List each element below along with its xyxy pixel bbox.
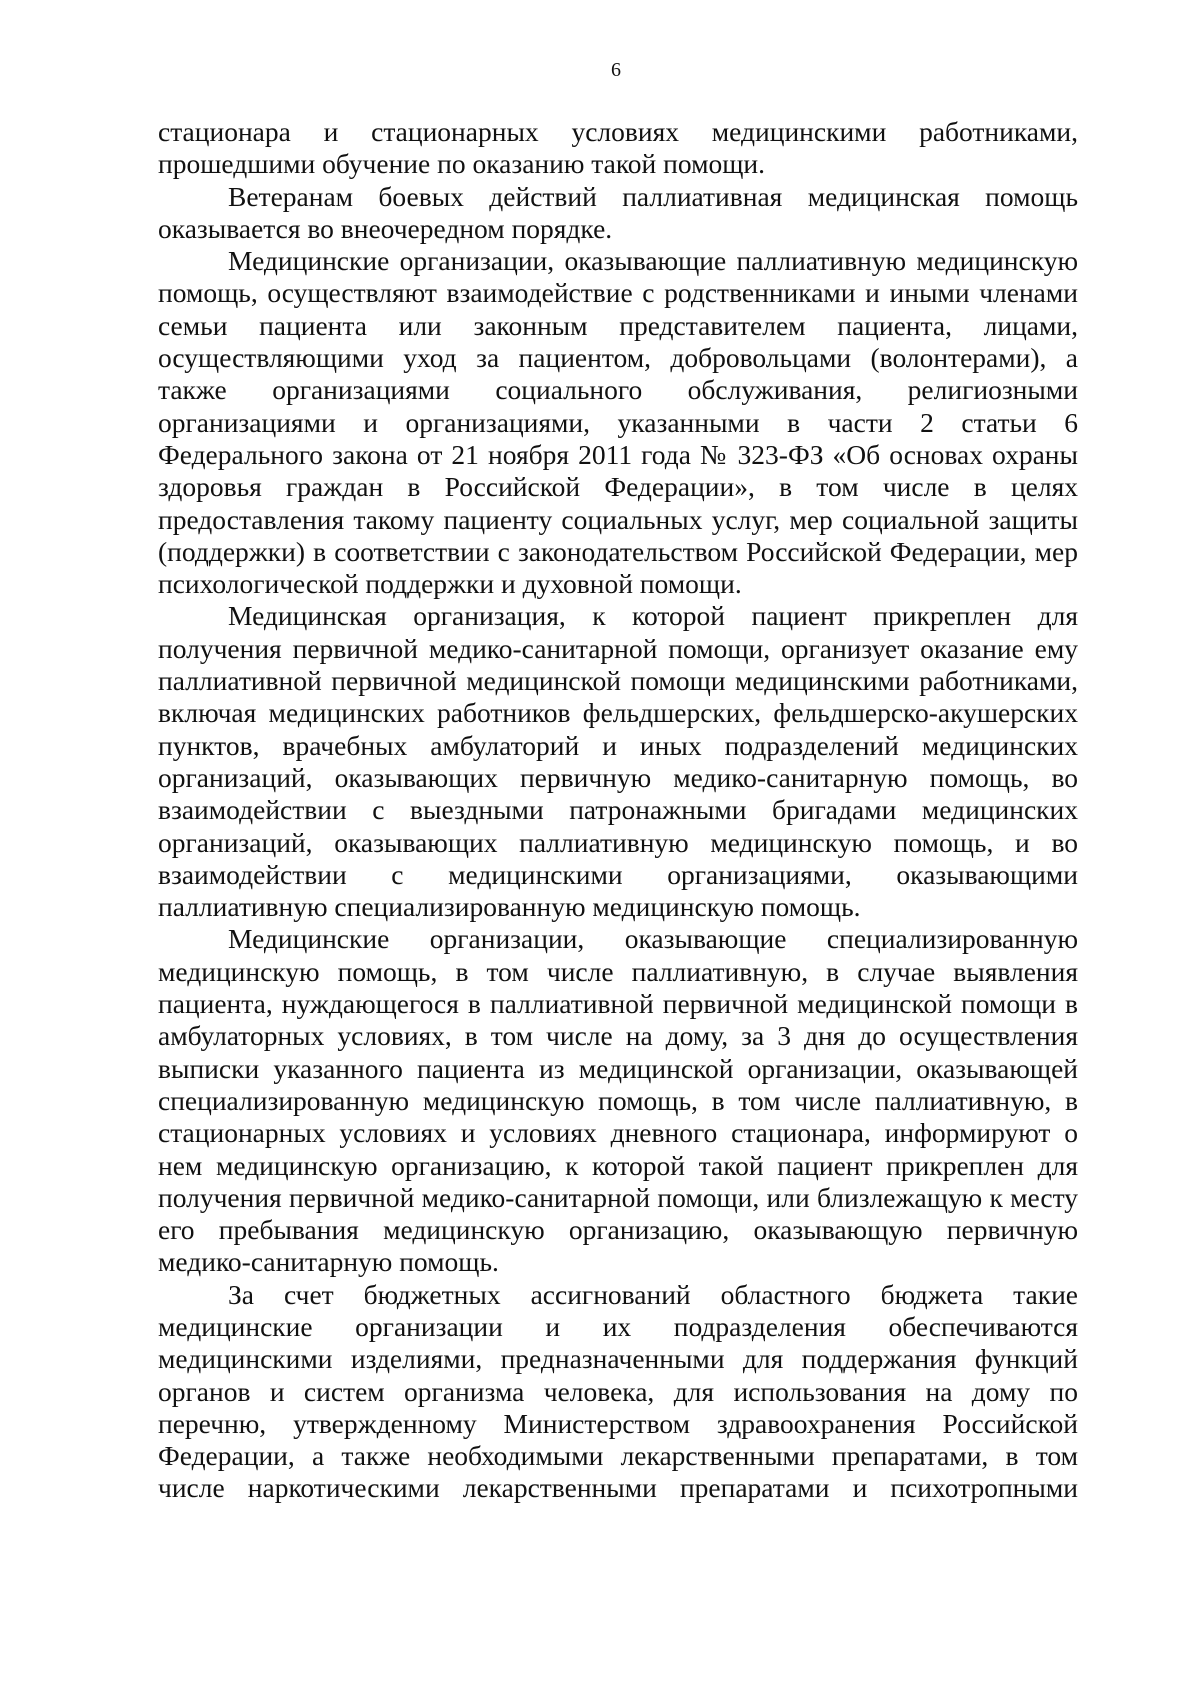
paragraph-interaction: Медицинские организации, оказывающие паллиативную медицинскую помощь, осуществляют взаимодействие с родственниками и иными членами семьи пациента или законным представителем пациента, лицами, осуществляющими уход за пациентом, добровольцами (волонтерами), а также организациями социального обслуживания, религиозными организациями и организациями, указанными в части 2 статьи 6 Федерального закона от 21 ноября 2011 года № 323-ФЗ «Об основах охраны здоровья граждан в Российской Федерации», в том числе в целях предоставления такому пациенту социальных услуг, мер социальной защиты (поддержки) в соответствии с законодательством Российской Федерации, мер психологической поддержки и духовной помощи. [158,245,1078,600]
paragraph-primary-care: Медицинская организация, к которой пациент прикреплен для получения первичной медико-санитарной помощи, организует оказание ему паллиативной первичной медицинской помощи медицинскими работниками, включая медицинских работников фельдшерских, фельдшерско-акушерских пунктов, врачебных амбулаторий и иных подразделений медицинских организаций, оказывающих первичную медико-санитарную помощь, во взаимодействии с выездными патронажными бригадами медицинских организаций, оказывающих паллиативную медицинскую помощь, и во взаимодействии с медицинскими организациями, оказывающими паллиативную специализированную медицинскую помощь. [158,600,1078,923]
paragraph-funding: За счет бюджетных ассигнований областного бюджета такие медицинские организации и их подразделения обеспечиваются медицинскими изделиями, предназначенными для поддержания функций органов и систем организма человека, для использования на дому по перечню, утвержденному Министерством здравоохранения Российской Федерации, а также необходимыми лекарственными препаратами, в том числе наркотическими лекарственными препаратами и психотропными [158,1278,1078,1504]
page-number: 6 [611,59,621,81]
paragraph-specialized-care: Медицинские организации, оказывающие специализированную медицинскую помощь, в том числе паллиативную, в случае выявления пациента, нуждающегося в паллиативной первичной медицинской помощи в амбулаторных условиях, в том числе на дому, за 3 дня до осуществления выписки указанного пациента из медицинской организации, оказывающей специализированную медицинскую помощь, в том числе паллиативную, в стационарных условиях и условиях дневного стационара, информируют о нем медицинскую организацию, к которой такой пациент прикреплен для получения первичной медико-санитарной помощи, или близлежащую к месту его пребывания медицинскую организацию, оказывающую первичную медико-санитарную помощь. [158,923,1078,1278]
document-body [158,116,1078,1505]
paragraph-veterans: Ветеранам боевых действий паллиативная медицинская помощь оказывается во внеочередном порядке. [158,180,1078,244]
paragraph-continuation: стационара и стационарных условиях медицинскими работниками, прошедшими обучение по оказанию такой помощи. [158,116,1078,180]
